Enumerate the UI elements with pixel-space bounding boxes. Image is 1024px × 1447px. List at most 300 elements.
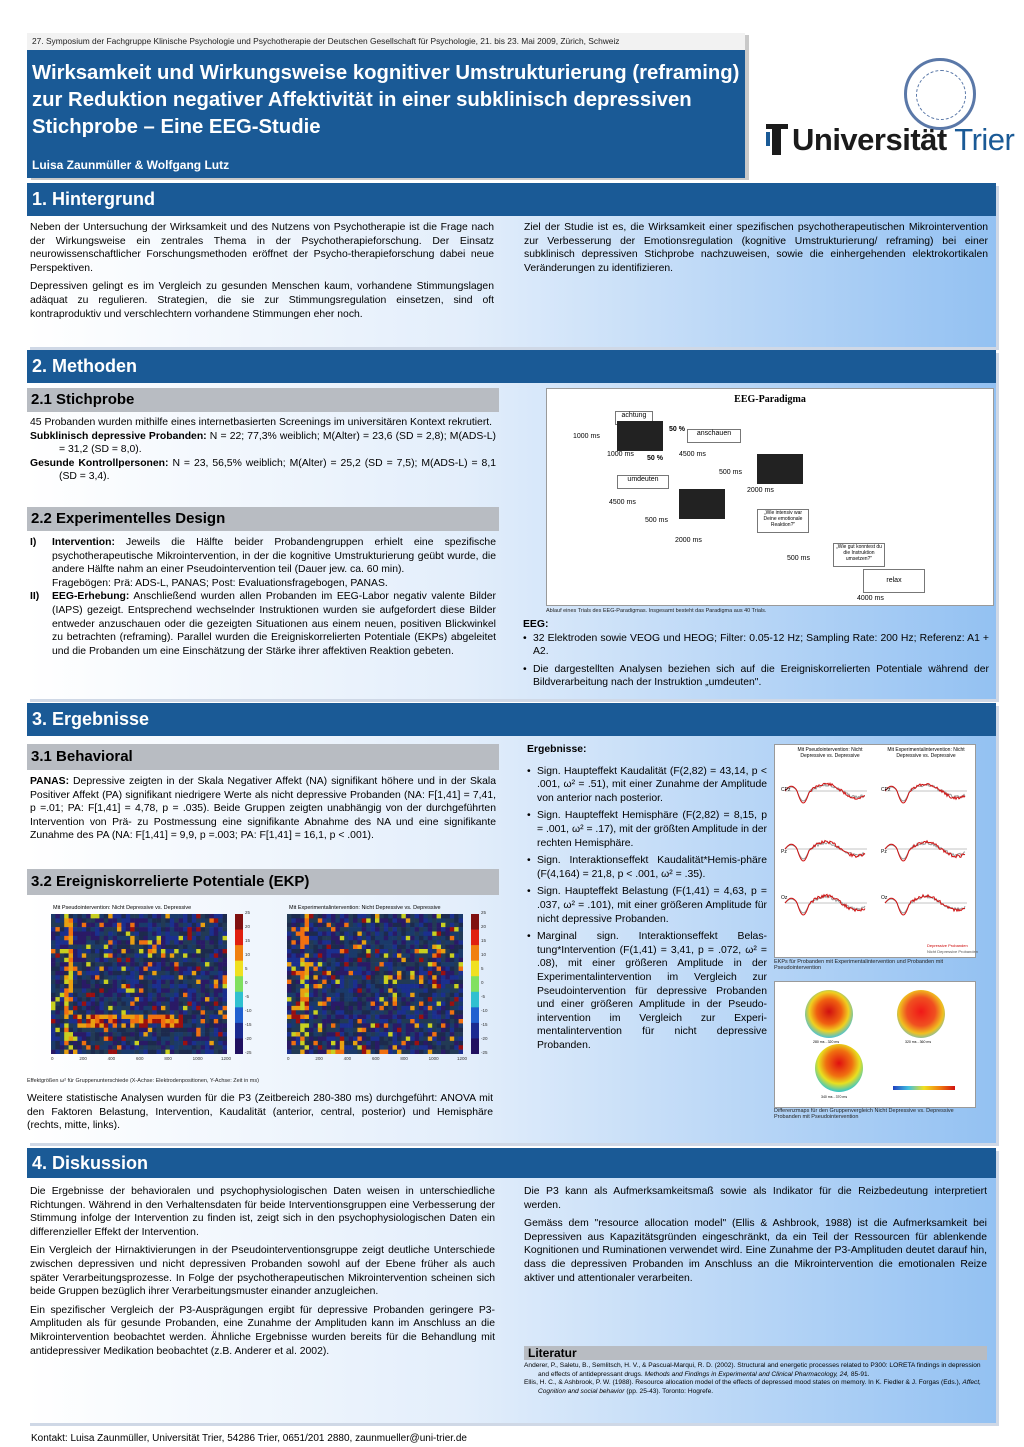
heatmap-cell [209,1037,214,1042]
heatmap-cell [117,980,122,985]
heatmap-cell [344,993,349,998]
heatmap-cell [305,984,310,989]
heatmap-cell [60,940,65,945]
heatmap-cell [371,1023,376,1028]
heatmap-cell [291,1010,296,1015]
literature-heading: Literatur [524,1346,987,1360]
heatmap-cell [393,914,398,919]
heatmap-cell [362,988,367,993]
timing-label: 500 ms [719,469,742,476]
heatmap-cell [362,962,367,967]
heatmap-cell [397,936,402,941]
heatmap-cell [305,1006,310,1011]
heatmap-cell [157,1023,162,1028]
heatmap-cell [104,932,109,937]
heatmap-cell [51,988,56,993]
heatmap-cell [445,914,450,919]
heatmap-cell [95,932,100,937]
heatmap-cell [331,923,336,928]
heatmap-cell [170,993,175,998]
heatmap-cell [397,945,402,950]
heatmap-cell [357,1010,362,1015]
heatmap-cell [179,1002,184,1007]
heatmap-cell [340,1015,345,1020]
heatmap-cell [73,958,78,963]
heatmap-cell [174,1023,179,1028]
heatmap-cell [388,949,393,954]
heatmap-cell [388,1006,393,1011]
heatmap-cell [192,993,197,998]
heatmap-cell [353,914,358,919]
heatmap-cell [353,918,358,923]
heatmap-cell [51,936,56,941]
heatmap-cell [165,1019,170,1024]
heatmap-cell [393,953,398,958]
heatmap-cell [113,975,118,980]
heatmap-cell [148,932,153,937]
heatmap-cell [300,1015,305,1020]
heatmap-cell [406,1023,411,1028]
heatmap-cell [313,1028,318,1033]
heatmap-cell [209,997,214,1002]
heatmap-cell [91,984,96,989]
heatmap-cell [117,1028,122,1033]
heatmap-cell [214,1028,219,1033]
heatmap-cell [139,967,144,972]
heatmap-cell [223,936,227,941]
heatmap-cell [397,1041,402,1046]
heatmap-cell [60,923,65,928]
tick-label: 1000 [192,1056,203,1061]
heatmap-cell [366,1006,371,1011]
heatmap-cell [82,1015,87,1020]
heatmap-cell [77,1023,82,1028]
heatmap-cell [201,997,206,1002]
heatmap-cell [313,932,318,937]
heatmap-cell [148,1002,153,1007]
university-name: Universität Trier [792,122,1015,157]
heatmap-cell [95,1041,100,1046]
heatmap-cell [441,918,446,923]
heatmap-cell [353,1019,358,1024]
heatmap-cell [91,936,96,941]
heatmap-cell [410,1041,415,1046]
heatmap-cell [379,1023,384,1028]
heatmap-cell [349,923,354,928]
heatmap-cell [335,1002,340,1007]
heatmap-cell [117,967,122,972]
heatmap-cell [69,1010,74,1015]
heatmap-cell [135,993,140,998]
heatmap-cell [77,967,82,972]
heatmap-cell [432,1028,437,1033]
heatmap-cell [327,975,332,980]
heatmap-cell [357,993,362,998]
heatmap-cell [126,962,131,967]
heatmap-cell [108,997,113,1002]
heatmap-cell [104,997,109,1002]
heatmap-cell [214,1002,219,1007]
heatmap-cell [335,1050,340,1054]
heatmap-cell [130,971,135,976]
heatmap-cell [170,923,175,928]
heatmap-cell [214,958,219,963]
list-item: • Die dargestellten Analysen beziehen sich auf die Ereigniskorrelierten Potentiale während der Bildverarbeitung nach der Instruktion „umdeuten". [523,663,989,690]
heatmap-cell [454,1010,459,1015]
heatmap-cell [148,927,153,932]
heatmap-cell [287,958,292,963]
heatmap-cell [384,1023,389,1028]
heatmap-cell [130,962,135,967]
heatmap-cell [179,1050,184,1054]
heatmap-cell [371,1010,376,1015]
heatmap-cell [454,932,459,937]
heatmap-cell [205,1002,210,1007]
heatmap-cell [296,1019,301,1024]
heatmap-cell [305,980,310,985]
heatmap-cell [371,914,376,919]
heatmap-cell [209,945,214,950]
heatmap-cell [170,949,175,954]
heatmap-cell [183,962,188,967]
heatmap-cell [196,1050,201,1054]
heatmap-cell [113,1050,118,1054]
heatmap-cell [170,932,175,937]
heatmap-cell [432,997,437,1002]
heatmap-cell [357,1041,362,1046]
heatmap-cell [187,980,192,985]
heatmap-cell [170,1023,175,1028]
heatmap-cell [327,1002,332,1007]
timing-label: 500 ms [787,555,810,562]
heatmap-cell [205,958,210,963]
paragraph: Ziel der Studie ist es, die Wirksamkeit einer spezifischen psychotherapeutischen Mikrointervention zur Verbesserung der Emotionsregulation (kognitive Umstrukturierung/ reframing) bei einer subklinisch depressiven Stichprobe nachzuweisen, sowie die einhergehenden elektrokortikalen Veränderungen zu identifizieren. [524,222,988,274]
heatmap-cell [214,1023,219,1028]
heatmap-cell [415,936,420,941]
heatmap-cell [183,1050,188,1054]
heatmap-cell [95,949,100,954]
heatmap-cell [318,1028,323,1033]
heatmap-cell [335,993,340,998]
heatmap-cell [157,988,162,993]
heatmap-cell [423,975,428,980]
heatmap-cell [223,980,227,985]
heatmap-cell [287,971,292,976]
heatmap-cell [201,975,206,980]
heatmap-cell [331,975,336,980]
heatmap-cell [401,945,406,950]
heatmap-cell [384,962,389,967]
heatmap-cell [117,949,122,954]
heatmap-cell [117,1002,122,1007]
heatmap-cell [419,927,424,932]
heatmap-cell [77,984,82,989]
heatmap-cell [165,936,170,941]
heatmap-cell [459,1050,463,1054]
heatmap-cell [121,923,126,928]
heatmap-cell [148,949,153,954]
heatmap-cell [60,962,65,967]
heatmap-cell [77,997,82,1002]
heatmap-cell [291,936,296,941]
heatmap-cell [91,962,96,967]
heatmap-cell [165,962,170,967]
heatmap-cell [179,927,184,932]
heatmap-cell [388,953,393,958]
heatmap-cell [353,936,358,941]
heatmap-cell [397,958,402,963]
heatmap-cell [384,949,389,954]
heatmap-cell [349,914,354,919]
heatmap-cell [401,1037,406,1042]
heatmap-cell [353,945,358,950]
heatmap-cell [454,1015,459,1020]
heatmap-cell [357,918,362,923]
heatmap-cell [64,997,69,1002]
heatmap-cell [192,975,197,980]
heatmap-cell [214,997,219,1002]
heatmap-cell [406,923,411,928]
heatmap-cell [223,997,227,1002]
heatmap-cell [69,923,74,928]
heatmap-cell [157,1037,162,1042]
heatmap-cell [393,984,398,989]
heatmap-cell [201,962,206,967]
heatmap-cell [362,1050,367,1054]
heatmap-cell [108,1032,113,1037]
heatmap-cell [130,953,135,958]
heatmap-cell [139,949,144,954]
heatmap-cell [117,914,122,919]
heatmap-cell [362,1037,367,1042]
heatmap-cell [450,918,455,923]
heatmap-cell [170,1032,175,1037]
heatmap-cell [313,971,318,976]
heatmap-cell [428,1023,433,1028]
heatmap-cell [441,1015,446,1020]
heatmap-cell [318,967,323,972]
heatmap-cell [201,1002,206,1007]
heatmap-cell [388,993,393,998]
heatmap-cell [113,953,118,958]
heatmap-cell [335,988,340,993]
heatmap-cell [450,923,455,928]
heatmap-cell [340,1002,345,1007]
heatmap-cell [157,927,162,932]
heatmap-cell [366,945,371,950]
colorbar-segment [471,992,479,1008]
heatmap-cell [371,1037,376,1042]
heatmap-cell [99,940,104,945]
heatmap-cell [60,997,65,1002]
heatmap-cell [192,971,197,976]
heatmap-cell [104,967,109,972]
heatmap-cell [291,984,296,989]
colorbar-segment [471,961,479,977]
heatmap-cell [353,962,358,967]
heatmap-cell [187,988,192,993]
heatmap-cell [183,1002,188,1007]
heatmap-cell [60,980,65,985]
heatmap-cell [335,932,340,937]
heatmap-cell [73,1050,78,1054]
heatmap-cell [344,936,349,941]
heatmap-cell [379,1002,384,1007]
heatmap-cell [143,993,148,998]
erp-caption: EKPs für Probanden mit Experimentalintervention und Probanden mit Pseudointervention [774,959,944,971]
heatmap-cell [401,1032,406,1037]
heatmap-cell [183,980,188,985]
heatmap-cell [192,918,197,923]
heatmap-cell [362,993,367,998]
heatmap-cell [318,945,323,950]
heatmap-cell [406,1041,411,1046]
heatmap-cell [401,975,406,980]
heatmap-cell [437,927,442,932]
heatmap-cell [170,914,175,919]
heatmap-cell [379,1041,384,1046]
heatmap-cell [371,958,376,963]
heatmap-cell [201,940,206,945]
heatmap-cell [423,1002,428,1007]
heatmap-cell [148,940,153,945]
tick-label: 0 [287,1056,290,1061]
heatmap-cell [349,958,354,963]
heatmap-cell [214,1006,219,1011]
heatmap-cell [423,953,428,958]
heatmap-cell [152,949,157,954]
heatmap-cell [77,1041,82,1046]
heatmap-cell [437,980,442,985]
heatmap-cell [300,1037,305,1042]
heatmap-cell [126,936,131,941]
heatmap-cell [192,1019,197,1024]
heatmap-cell [388,1023,393,1028]
heatmap-cell [388,975,393,980]
paragraph: Depressiven gelingt es im Vergleich zu gesunden Menschen kaum, vorhandene Stimmungslagen adäquat zu regulieren. Strategien, die sie zur Stimmungsregulation einsetzen, sind oft kontraproduktiv und verschlechtern vorhandene Stimmungen eher noch. [30,281,494,320]
heatmap-cell [371,932,376,937]
heatmap-cell [209,940,214,945]
heatmap-cell [77,1015,82,1020]
heatmap-cell [450,1006,455,1011]
heatmap-cell [428,993,433,998]
heatmap-cell [170,1019,175,1024]
list-item: • Marginal sign. Interaktionseffekt Belas-tung*Intervention (F(1,41) = 3,41, p = .072, ω² = .08), mit einer größeren Amplitude in der Experimentalintervention im Vergleich zur Pseudointervention für depressive Probanden und einer größeren Amplitude in der Pseudo-intervention im Vergleich zur Experi-mentalintervention für nicht depressive Probanden. [527,930,767,1052]
heatmap-cell [86,997,91,1002]
heatmap-cell [393,975,398,980]
heatmap-cell [349,1050,354,1054]
heatmap-cell [214,984,219,989]
heatmap-cell [445,984,450,989]
heatmap-cell [73,940,78,945]
heatmap-cell [309,975,314,980]
heatmap-cell [305,1019,310,1024]
heatmap-cell [309,945,314,950]
heatmap-cell [135,962,140,967]
heatmap-cell [401,988,406,993]
heatmap-cell [327,1023,332,1028]
heatmap-cell [428,975,433,980]
heatmap-cell [104,984,109,989]
heatmap-cell [309,988,314,993]
heatmap-cell [223,971,227,976]
heatmap-cell [179,1037,184,1042]
heatmap-cell [183,1032,188,1037]
electrode-label: Pz [781,849,787,855]
heatmap-cell [51,914,56,919]
heatmap-cell [327,932,332,937]
heatmap-cell [419,997,424,1002]
heatmap-cell [322,953,327,958]
poster-header [27,33,745,178]
heatmap-cell [344,949,349,954]
heatmap-cell [192,927,197,932]
heatmap-cell [183,949,188,954]
heatmap-cell [445,1006,450,1011]
heatmap-cell [223,1028,227,1033]
heatmap-cell [318,949,323,954]
heatmap-cell [183,945,188,950]
heatmap-cell [300,953,305,958]
heatmap-cell [441,997,446,1002]
heatmap-cell [309,1041,314,1046]
heatmap-cell [287,940,292,945]
heatmap-cell [397,980,402,985]
paradigm-caption: Ablauf eines Trials des EEG-Paradigmas. Insgesamt besteht das Paradigma aus 40 Trials. [546,608,767,614]
heatmap-cell [322,993,327,998]
heatmap-cell [454,918,459,923]
heatmap-cell [86,1041,91,1046]
heatmap-cell [322,1002,327,1007]
heatmap-cell [366,927,371,932]
heatmap-cell [64,945,69,950]
heatmap-cell [393,1045,398,1050]
heatmap-cell [205,927,210,932]
heatmap-cell [174,914,179,919]
heatmap-cell [152,1010,157,1015]
heatmap-cell [86,918,91,923]
heatmap-cell [99,923,104,928]
heatmap-cell [60,984,65,989]
heatmap-cell [108,962,113,967]
tick-label: -25 [245,1050,252,1055]
heatmap-cell [296,1041,301,1046]
heatmap-cell [99,1019,104,1024]
heatmap-cell [165,967,170,972]
heatmap-cell [406,1015,411,1020]
heatmap-cell [296,997,301,1002]
heatmap-cell [357,1015,362,1020]
heatmap-cell [437,958,442,963]
heatmap-cell [99,932,104,937]
heatmap-cell [196,1028,201,1033]
heatmap-cell [218,1023,223,1028]
heatmap-cell [113,1019,118,1024]
heatmap-cell [161,923,166,928]
heatmap-cell [362,997,367,1002]
heatmap-cell [291,918,296,923]
heatmap-cell [55,1023,60,1028]
heatmap-cell [437,1002,442,1007]
colorbar-segment [471,930,479,946]
heatmap-cell [73,1019,78,1024]
heatmap-cell [205,975,210,980]
heatmap-cell [344,962,349,967]
heatmap-cell [174,1045,179,1050]
heatmap-cell [51,932,56,937]
heatmap-cell [349,940,354,945]
heatmap-cell [192,1006,197,1011]
